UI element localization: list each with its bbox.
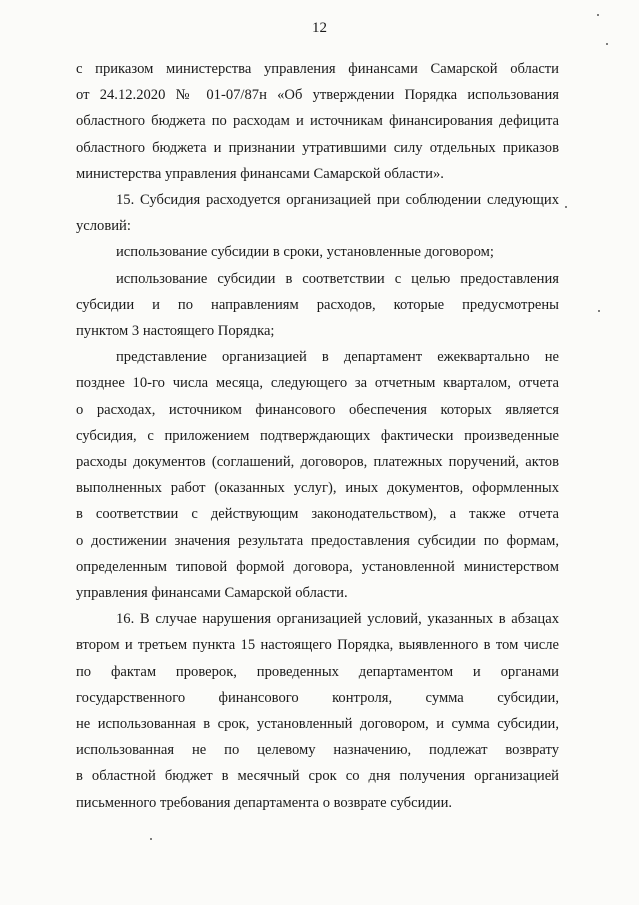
text-line: представление организацией в департамент ежеквартально не bbox=[116, 349, 559, 366]
text-line: письменного требования департамента о возврате субсидии. bbox=[76, 794, 453, 811]
paragraph bbox=[76, 187, 559, 239]
paragraph bbox=[76, 606, 559, 816]
text-line: позднее 10-го числа месяца, следующего за отчетным кварталом, отчета bbox=[76, 375, 559, 392]
scan-speck bbox=[597, 14, 599, 16]
text-line: о достижении значения результата предоставления субсидии по формам, bbox=[76, 532, 559, 549]
scan-speck bbox=[150, 838, 152, 840]
text-line: 15. Субсидия расходуется организацией при соблюдении следующих bbox=[116, 192, 559, 209]
text-line: министерства управления финансами Самарской области». bbox=[76, 165, 444, 182]
text-line: областного бюджета и признании утратившими силу отдельных приказов bbox=[76, 139, 559, 156]
text-line: управления финансами Самарской области. bbox=[76, 585, 348, 602]
text-line: субсидия, с приложением подтверждающих фактически произведенные bbox=[76, 427, 559, 444]
text-line: пунктом 3 настоящего Порядка; bbox=[76, 323, 275, 340]
text-line: расходы документов (соглашений, договоров, платежных поручений, актов bbox=[76, 454, 559, 471]
paragraph bbox=[76, 266, 559, 345]
scan-speck bbox=[565, 206, 567, 208]
text-line: государственного финансового контроля, сумма субсидии, bbox=[76, 689, 559, 706]
text-line: 16. В случае нарушения организацией условий, указанных в абзацах bbox=[116, 611, 559, 628]
text-line: определенным типовой формой договора, установленной министерством bbox=[76, 558, 559, 575]
text-line: по фактам проверок, проведенных департаментом и органами bbox=[76, 663, 559, 680]
page-number: 12 bbox=[312, 20, 327, 36]
text-line: в областной бюджет в месячный срок со дня получения организацией bbox=[76, 768, 559, 785]
text-line: с приказом министерства управления финансами Самарской области bbox=[76, 61, 559, 77]
text-line: субсидии и по направлениям расходов, которые предусмотрены bbox=[76, 296, 559, 313]
text-line: не использованная в срок, установленный договором, и сумма субсидии, bbox=[76, 716, 559, 733]
document-body bbox=[76, 56, 559, 816]
text-line: использованная не по целевому назначению, подлежат возврату bbox=[76, 742, 559, 759]
text-line: о расходах, источником финансового обеспечения которых является bbox=[76, 401, 559, 418]
paragraph bbox=[76, 344, 559, 606]
text-line: втором и третьем пункта 15 настоящего Порядка, выявленного в том числе bbox=[76, 637, 559, 654]
paragraph bbox=[76, 239, 559, 265]
text-line: выполненных работ (оказанных услуг), иных документов, оформленных bbox=[76, 480, 559, 497]
text-line: областного бюджета по расходам и источникам финансирования дефицита bbox=[76, 113, 559, 130]
paragraph bbox=[76, 56, 559, 187]
scan-speck bbox=[598, 310, 600, 312]
text-line: от 24.12.2020 № 01-07/87н «Об утверждении Порядка использования bbox=[76, 87, 559, 104]
text-line: использование субсидии в сроки, установленные договором; bbox=[116, 244, 494, 261]
text-line: в соответствии с действующим законодательством), а также отчета bbox=[76, 506, 559, 523]
text-line: использование субсидии в соответствии с целью предоставления bbox=[116, 270, 559, 287]
text-line: условий: bbox=[76, 218, 131, 235]
scan-speck bbox=[606, 43, 608, 45]
